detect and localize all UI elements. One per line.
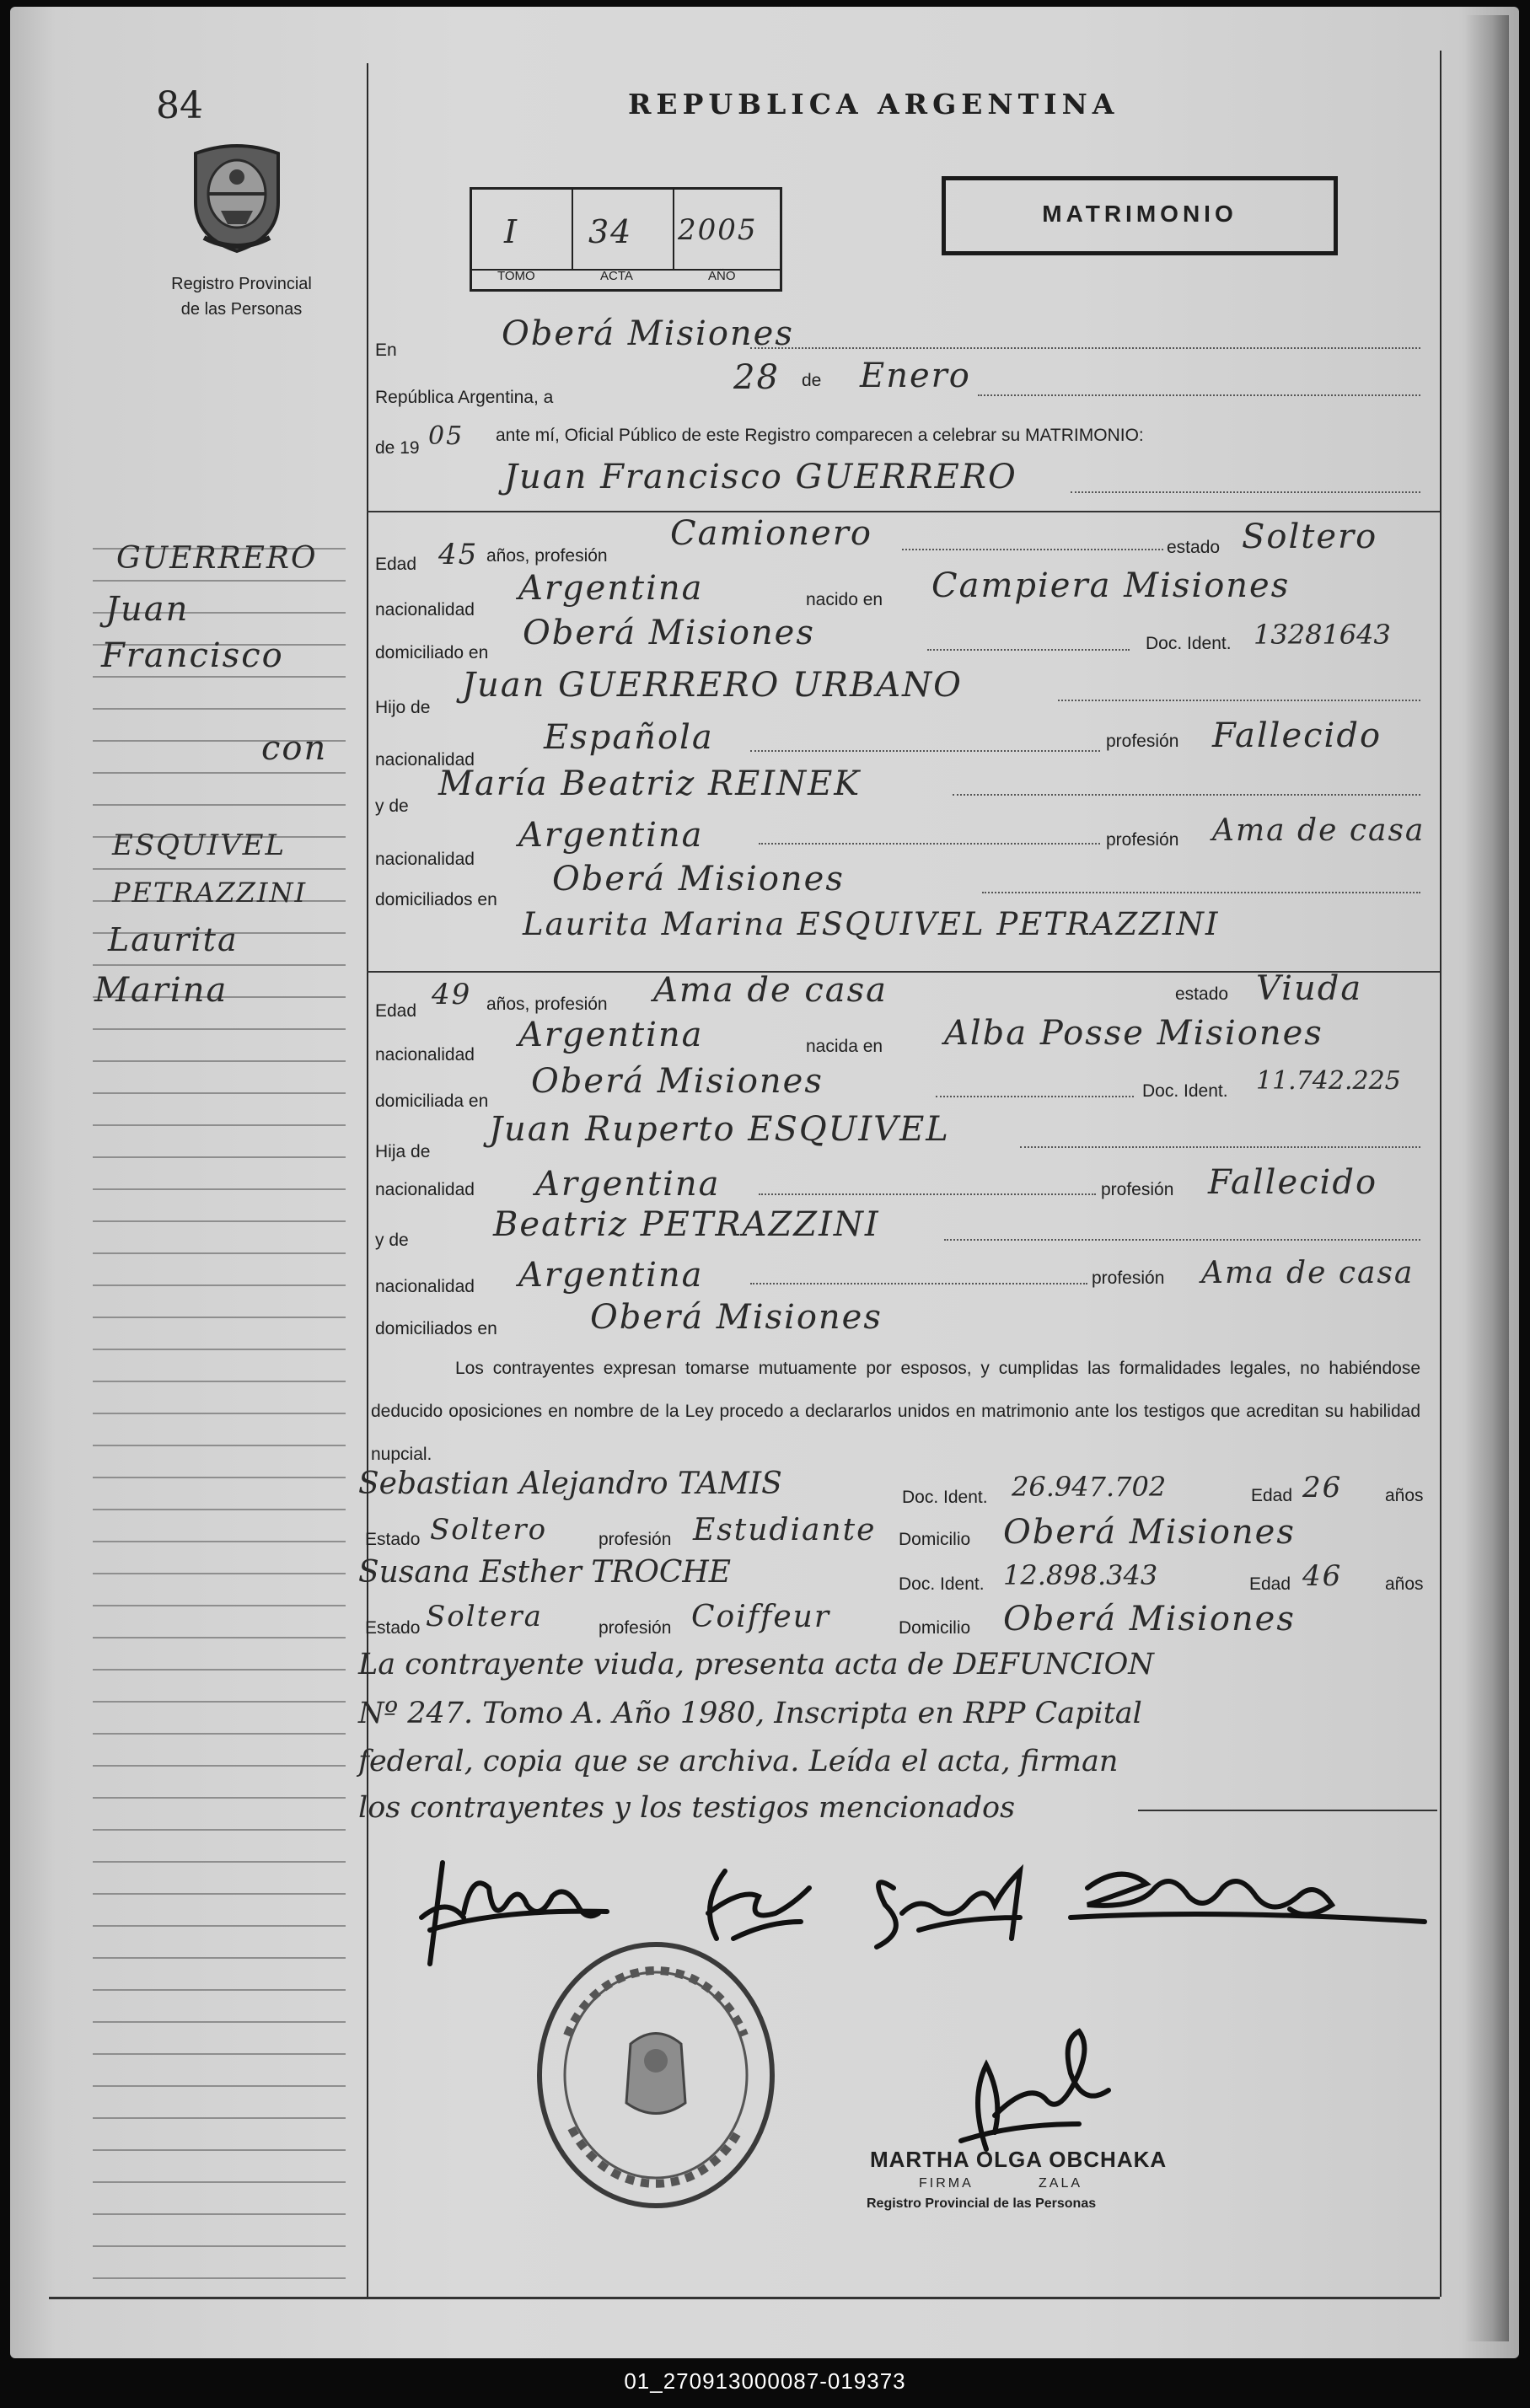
record-type-box bbox=[942, 176, 1338, 255]
margin-ruled-line bbox=[93, 1605, 346, 1606]
margin-ruled-line bbox=[93, 1893, 346, 1895]
margin-ruled-line bbox=[93, 708, 346, 710]
note-end-line bbox=[1138, 1810, 1437, 1811]
page-number: 84 bbox=[156, 84, 203, 127]
ante-text: ante mí, Oficial Público de este Registro comparecen a celebrar su MATRIMONIO: bbox=[496, 426, 1144, 445]
bride-parents-domicile: Oberá Misiones bbox=[590, 1298, 883, 1337]
en-label: En bbox=[375, 341, 397, 360]
groom-domiciliados-label: domiciliados en bbox=[375, 890, 497, 909]
marriage-day: 28 bbox=[733, 358, 780, 397]
bride-domiciliada-label: domiciliada en bbox=[375, 1091, 489, 1111]
groom-mother-name: María Beatriz REINEK bbox=[438, 764, 862, 803]
groom-civil-status: Soltero bbox=[1242, 518, 1378, 556]
marriage-year-suffix: 05 bbox=[428, 421, 464, 451]
margin-ruled-line bbox=[93, 1188, 346, 1190]
margin-ruled-line bbox=[93, 1541, 346, 1542]
bride-mother-name: Beatriz PETRAZZINI bbox=[493, 1205, 880, 1244]
official-name: MARTHA OLGA OBCHAKA bbox=[870, 2147, 1168, 2172]
margin-ruled-line bbox=[93, 804, 346, 806]
margin-ruled-line bbox=[93, 2085, 346, 2087]
dotted-line bbox=[759, 1193, 1096, 1195]
tomo-value: I bbox=[504, 213, 519, 250]
witness1-estado-label: Estado bbox=[365, 1530, 421, 1549]
official-firma-label: FIRMA bbox=[919, 2176, 974, 2191]
margin-ruled-line bbox=[93, 1124, 346, 1126]
bride-nacida-label: nacida en bbox=[806, 1037, 883, 1056]
margin-bride-surname2: PETRAZZINI bbox=[112, 877, 308, 909]
record-type: MATRIMONIO bbox=[1042, 201, 1237, 227]
groom-domiciliado-label: domiciliado en bbox=[375, 643, 489, 662]
witness1-domicilio-label: Domicilio bbox=[899, 1530, 971, 1549]
section-divider bbox=[367, 511, 1440, 512]
margin-ruled-line bbox=[93, 1445, 346, 1446]
bride-father-nacionalidad-label: nacionalidad bbox=[375, 1180, 475, 1199]
note-line-1: La contrayente viuda, presenta acta de DEFUNCION bbox=[358, 1648, 1154, 1681]
margin-ruled-line bbox=[93, 868, 346, 870]
acta-label: ACTA bbox=[600, 269, 633, 283]
marriage-place: Oberá Misiones bbox=[502, 314, 794, 353]
bride-estado-label: estado bbox=[1175, 984, 1229, 1004]
coat-of-arms-emblem bbox=[187, 143, 287, 255]
witness1-doc-label: Doc. Ident. bbox=[902, 1488, 988, 1507]
witness2-edad-label: Edad bbox=[1249, 1574, 1291, 1594]
bride-father-nationality: Argentina bbox=[535, 1165, 721, 1204]
page-edge bbox=[1467, 15, 1509, 2341]
bride-father-profession: Fallecido bbox=[1208, 1163, 1378, 1202]
dotted-line bbox=[1071, 491, 1420, 493]
witness1-anos-label: años bbox=[1385, 1486, 1424, 1505]
margin-ruled-line bbox=[93, 1284, 346, 1286]
margin-ruled-line bbox=[93, 1797, 346, 1799]
groom-father-profession: Fallecido bbox=[1212, 716, 1382, 755]
reference-table bbox=[470, 187, 782, 292]
margin-ruled-line bbox=[93, 1989, 346, 1991]
groom-mother-nationality: Argentina bbox=[518, 816, 704, 855]
groom-nacido-label: nacido en bbox=[806, 590, 883, 609]
marriage-month: Enero bbox=[860, 357, 971, 395]
country-title: REPUBLICA ARGENTINA bbox=[628, 88, 1119, 121]
groom-mother-profession: Ama de casa bbox=[1212, 813, 1425, 848]
dotted-line bbox=[902, 549, 1163, 550]
bride-profesion-label: años, profesión bbox=[486, 995, 608, 1014]
margin-ruled-line bbox=[93, 676, 346, 678]
margin-ruled-line bbox=[93, 2117, 346, 2119]
groom-doc-number: 13281643 bbox=[1254, 619, 1391, 651]
registry-name-line2: de las Personas bbox=[180, 300, 303, 319]
groom-nacionalidad-label: nacionalidad bbox=[375, 600, 475, 619]
bride-doc-number: 11.742.225 bbox=[1256, 1066, 1401, 1096]
dotted-line bbox=[944, 1239, 1420, 1241]
official-registry: Registro Provincial de las Personas bbox=[867, 2196, 1097, 2211]
witness1-name: Sebastian Alejandro TAMIS bbox=[358, 1467, 782, 1501]
dotted-line bbox=[759, 843, 1100, 845]
witness2-status: Soltera bbox=[426, 1600, 543, 1633]
groom-mother-nacionalidad-label: nacionalidad bbox=[375, 850, 475, 869]
bottom-border bbox=[49, 2297, 1440, 2299]
witness2-domicile: Oberá Misiones bbox=[1003, 1600, 1296, 1638]
margin-ruled-line bbox=[93, 1220, 346, 1222]
witness2-anos-label: años bbox=[1385, 1574, 1424, 1594]
bride-mother-nacionalidad-label: nacionalidad bbox=[375, 1277, 475, 1296]
bride-mother-profession: Ama de casa bbox=[1201, 1256, 1415, 1290]
margin-ruled-line bbox=[93, 964, 346, 966]
bride-nationality: Argentina bbox=[518, 1016, 704, 1054]
margin-ruled-line bbox=[93, 1637, 346, 1638]
bride-profession: Ama de casa bbox=[653, 971, 888, 1010]
margin-ruled-line bbox=[93, 1060, 346, 1062]
bride-birthplace: Alba Posse Misiones bbox=[944, 1014, 1323, 1053]
witness1-edad-label: Edad bbox=[1251, 1486, 1293, 1505]
ano-value: 2005 bbox=[678, 213, 758, 247]
margin-ruled-line bbox=[93, 1317, 346, 1318]
groom-nationality: Argentina bbox=[518, 569, 704, 608]
margin-ruled-line bbox=[93, 1156, 346, 1158]
dotted-line bbox=[953, 794, 1420, 796]
year-de-label: de 19 bbox=[375, 438, 420, 458]
margin-bride-given2: Marina bbox=[94, 971, 228, 1010]
witness2-age: 46 bbox=[1302, 1559, 1343, 1593]
image-footer-id: 01_270913000087-019373 bbox=[624, 2368, 906, 2394]
witness1-domicile: Oberá Misiones bbox=[1003, 1513, 1296, 1552]
witness1-doc: 26.947.702 bbox=[1012, 1471, 1167, 1503]
margin-ruled-line bbox=[93, 1925, 346, 1927]
groom-doc-label: Doc. Ident. bbox=[1146, 634, 1232, 653]
dotted-line bbox=[1058, 700, 1420, 701]
day-de-label: de bbox=[802, 371, 822, 390]
witness2-estado-label: Estado bbox=[365, 1618, 421, 1638]
margin-ruled-line bbox=[93, 1349, 346, 1350]
declaration-text: Los contrayentes expresan tomarse mutuamente por esposos, y cumplidas las formalidades legales, no habiéndose deducido oposiciones en nombre de la Ley procedo a declararlos unidos en matrimonio ante los testigos que acreditan su habilidad nupcial. bbox=[371, 1359, 1420, 1464]
groom-domicile: Oberá Misiones bbox=[523, 614, 815, 652]
margin-ruled-line bbox=[93, 1413, 346, 1414]
witness1-profesion-label: profesión bbox=[599, 1530, 672, 1549]
acta-value: 34 bbox=[588, 213, 633, 250]
witness1-age: 26 bbox=[1302, 1471, 1343, 1504]
registry-name-line1: Registro Provincial bbox=[171, 275, 312, 293]
witness2-name: Susana Esther TROCHE bbox=[358, 1555, 732, 1590]
margin-ruled-line bbox=[93, 1861, 346, 1863]
groom-father-nationality: Española bbox=[544, 718, 714, 757]
groom-parents-domicile: Oberá Misiones bbox=[552, 860, 845, 898]
margin-ruled-line bbox=[93, 1252, 346, 1254]
margin-ruled-line bbox=[93, 2245, 346, 2247]
bride-father-profesion-label: profesión bbox=[1101, 1180, 1174, 1199]
republica-label: República Argentina, a bbox=[375, 388, 554, 407]
margin-ruled-line bbox=[93, 1381, 346, 1382]
margin-ruled-line bbox=[93, 1509, 346, 1510]
groom-father-name: Juan GUERRERO URBANO bbox=[462, 666, 963, 705]
note-line-2: Nº 247. Tomo A. Año 1980, Inscripta en RPP Capital bbox=[358, 1697, 1142, 1730]
groom-profesion-label: años, profesión bbox=[486, 546, 608, 566]
dotted-line bbox=[982, 892, 1420, 893]
bride-full-name: Laurita Marina ESQUIVEL PETRAZZINI bbox=[523, 906, 1220, 942]
bride-mother-nationality: Argentina bbox=[518, 1256, 704, 1295]
margin-groom-given1: Juan bbox=[105, 590, 190, 629]
witness1-profession: Estudiante bbox=[693, 1513, 877, 1547]
margin-ruled-line bbox=[93, 2021, 346, 2023]
bride-edad-label: Edad bbox=[375, 1001, 417, 1021]
bride-domiciliados-label: domiciliados en bbox=[375, 1319, 497, 1338]
official-zala-label: ZALA bbox=[1039, 2176, 1083, 2191]
bride-hija-label: Hija de bbox=[375, 1142, 431, 1161]
margin-ruled-line bbox=[93, 580, 346, 582]
margin-ruled-line bbox=[93, 1028, 346, 1030]
groom-yde-label: y de bbox=[375, 796, 409, 816]
groom-edad-label: Edad bbox=[375, 555, 417, 574]
bride-yde-label: y de bbox=[375, 1231, 409, 1250]
margin-groom-surname: GUERRERO bbox=[116, 541, 318, 576]
groom-father-profesion-label: profesión bbox=[1106, 732, 1179, 751]
tomo-label: TOMO bbox=[497, 269, 535, 283]
margin-ruled-line bbox=[93, 1765, 346, 1767]
margin-bride-given1: Laurita bbox=[108, 921, 239, 958]
witness2-profession: Coiffeur bbox=[691, 1600, 831, 1634]
witness1-status: Soltero bbox=[430, 1513, 548, 1547]
dotted-line bbox=[750, 1283, 1087, 1284]
margin-ruled-line bbox=[93, 2277, 346, 2279]
groom-birthplace: Campiera Misiones bbox=[931, 566, 1291, 605]
ano-label: AÑO bbox=[708, 269, 736, 283]
groom-hijo-label: Hijo de bbox=[375, 698, 431, 717]
witness2-doc: 12.898.343 bbox=[1003, 1559, 1158, 1591]
note-line-4: los contrayentes y los testigos mencionados bbox=[358, 1791, 1016, 1825]
margin-ruled-line bbox=[93, 1829, 346, 1831]
dotted-line bbox=[750, 347, 1420, 349]
margin-ruled-line bbox=[93, 1701, 346, 1703]
groom-full-name: Juan Francisco GUERRERO bbox=[504, 458, 1017, 496]
bride-age: 49 bbox=[432, 978, 472, 1011]
witness2-doc-label: Doc. Ident. bbox=[899, 1574, 985, 1594]
bride-father-name: Juan Ruperto ESQUIVEL bbox=[489, 1110, 950, 1149]
dotted-line bbox=[1020, 1146, 1420, 1148]
margin-ruled-line bbox=[93, 2149, 346, 2151]
note-line-3: federal, copia que se archiva. Leída el acta, firman bbox=[358, 1745, 1119, 1778]
dotted-line bbox=[936, 1096, 1134, 1097]
margin-ruled-line bbox=[93, 772, 346, 774]
margin-groom-given2: Francisco bbox=[101, 636, 284, 675]
margin-ruled-line bbox=[93, 1477, 346, 1478]
bride-civil-status: Viuda bbox=[1256, 969, 1363, 1008]
official-round-stamp bbox=[529, 1934, 782, 2217]
margin-ruled-line bbox=[93, 1669, 346, 1671]
bride-doc-label: Doc. Ident. bbox=[1142, 1081, 1228, 1101]
bride-mother-profesion-label: profesión bbox=[1092, 1268, 1165, 1288]
margin-ruled-line bbox=[93, 1733, 346, 1735]
groom-estado-label: estado bbox=[1167, 538, 1221, 557]
margin-ruled-line bbox=[93, 2181, 346, 2183]
margin-ruled-line bbox=[93, 1957, 346, 1959]
groom-mother-profesion-label: profesión bbox=[1106, 830, 1179, 850]
dotted-line bbox=[927, 649, 1130, 651]
groom-father-nacionalidad-label: nacionalidad bbox=[375, 750, 475, 770]
groom-profession: Camionero bbox=[670, 514, 872, 553]
dotted-line bbox=[750, 750, 1100, 752]
dotted-line bbox=[978, 394, 1420, 396]
margin-ruled-line bbox=[93, 1092, 346, 1094]
margin-ruled-line bbox=[93, 2053, 346, 2055]
bride-domicile: Oberá Misiones bbox=[531, 1062, 824, 1101]
margin-ruled-line bbox=[93, 2213, 346, 2215]
margin-bride-surname1: ESQUIVEL bbox=[112, 829, 287, 862]
witness2-domicilio-label: Domicilio bbox=[899, 1618, 971, 1638]
bride-nacionalidad-label: nacionalidad bbox=[375, 1045, 475, 1065]
column-divider bbox=[367, 63, 368, 2297]
margin-connector: con bbox=[261, 729, 328, 768]
witness2-profesion-label: profesión bbox=[599, 1618, 672, 1638]
groom-age: 45 bbox=[438, 538, 479, 571]
margin-ruled-line bbox=[93, 1573, 346, 1574]
